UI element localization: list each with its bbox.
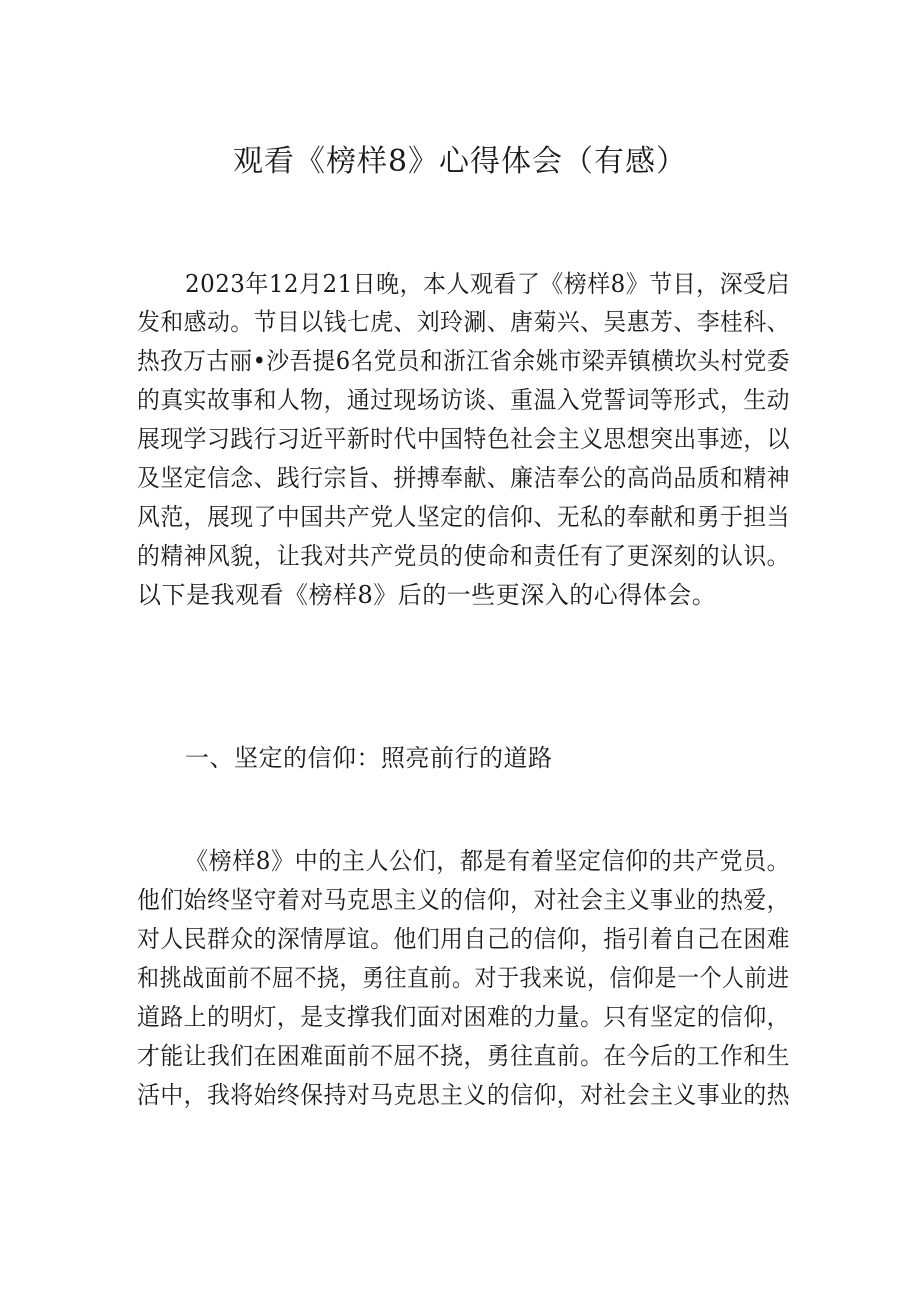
paragraph-1-line: 的真实故事和人物，通过现场访谈、重温入党誓词等形式，生动 (137, 386, 791, 414)
paragraph-1-line: 2023年12月21日晚，本人观看了《榜样8》节目，深受启 (185, 270, 790, 298)
paragraph-1-line: 风范，展现了中国共产党人坚定的信仰、无私的奉献和勇于担当 (137, 503, 791, 531)
paragraph-2-line: 才能让我们在困难面前不屈不挠，勇往直前。在今后的工作和生 (137, 1042, 791, 1070)
paragraph-1-line: 发和感动。节目以钱七虎、刘玲涮、唐菊兴、吴惠芳、李桂科、 (137, 308, 791, 336)
paragraph-1-line: 展现学习践行习近平新时代中国特色社会主义思想突出事迹，以 (137, 425, 791, 453)
paragraph-1-line: 以下是我观看《榜样8》后的一些更深入的心得体会。 (137, 581, 717, 609)
paragraph-2-line: 《榜样8》中的主人公们，都是有着坚定信仰的共产党员。 (185, 847, 791, 875)
paragraph-2-line: 和挑战面前不屈不挠，勇往直前。对于我来说，信仰是一个人前进 (137, 964, 790, 992)
paragraph-1-line: 的精神风貌，让我对共产党员的使命和责任有了更深刻的认识。 (137, 542, 791, 570)
paragraph-2-line: 道路上的明灯，是支撑我们面对困难的力量。只有坚定的信仰， (137, 1003, 791, 1031)
paragraph-1-line: 及坚定信念、践行宗旨、拼搏奉献、廉洁奉公的高尚品质和精神 (137, 464, 791, 492)
paragraph-2-line: 对人民群众的深情厚谊。他们用自己的信仰，指引着自己在困难 (137, 925, 791, 953)
paragraph-2-line: 活中，我将始终保持对马克思主义的信仰，对社会主义事业的热 (137, 1081, 791, 1109)
document-title: 观看《榜样8》心得体会（有感） (232, 144, 688, 179)
paragraph-2-line: 他们始终坚守着对马克思主义的信仰，对社会主义事业的热爱， (137, 886, 791, 914)
paragraph-1-line: 热孜万古丽•沙吾提6名党员和浙江省余姚市梁弄镇横坎头村党委 (137, 347, 790, 375)
section-heading: 一、坚定的信仰：照亮前行的道路 (185, 744, 553, 772)
